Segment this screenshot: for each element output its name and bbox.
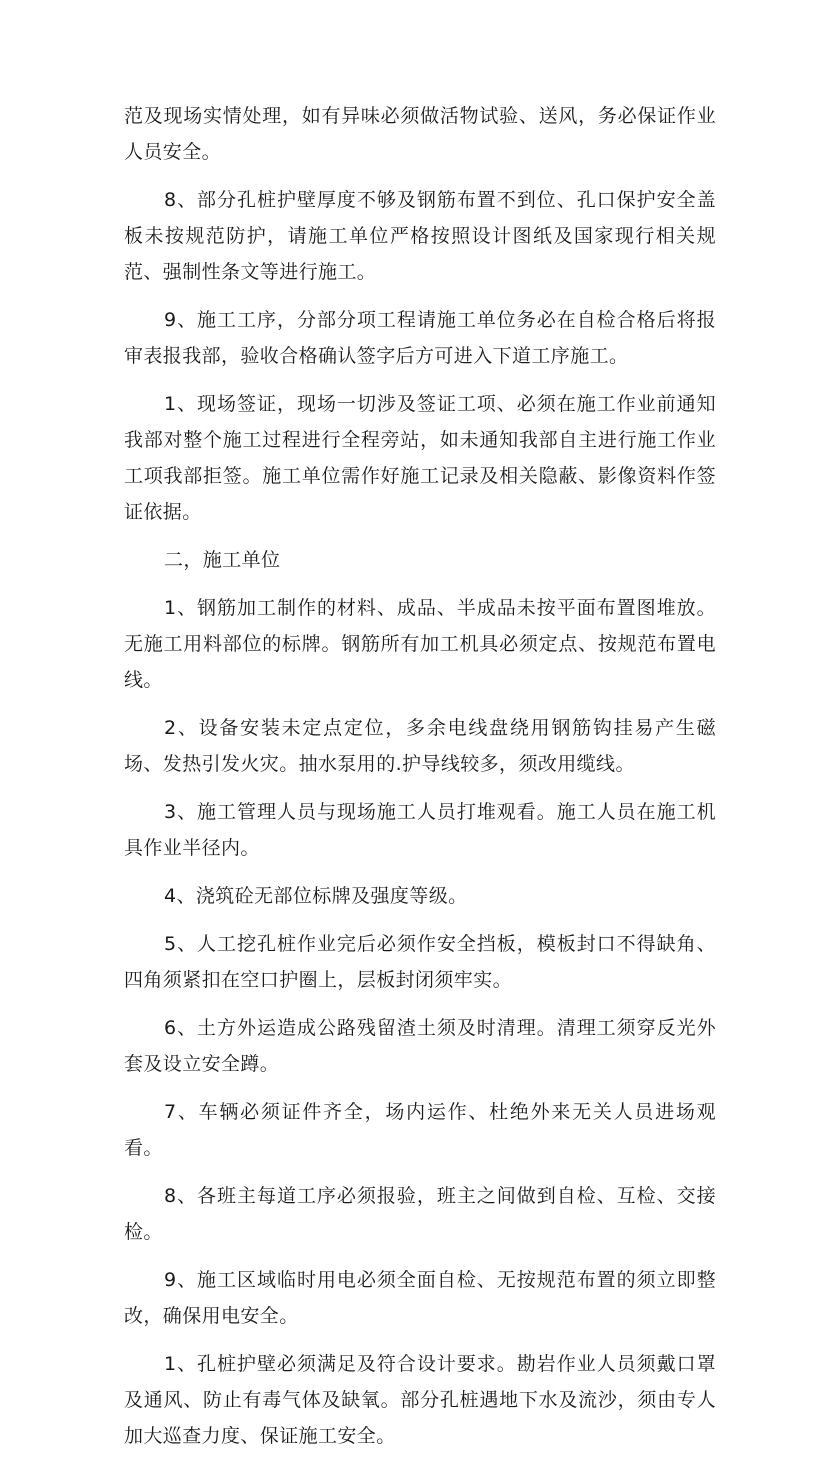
paragraph-item-1-rebar: 1、钢筋加工制作的材料、成品、半成品未按平面布置图堆放。无施工用料部位的标牌。钢筋所有加工机具必须定点、按规范布置电线。: [124, 597, 716, 691]
paragraph-item-7-vehicles: 7、车辆必须证件齐全，场内运作、杜绝外来无关人员进场观看。: [124, 1101, 716, 1159]
paragraph-item-8-inspection: 8、各班主每道工序必须报验，班主之间做到自检、互检、交接检。: [124, 1185, 716, 1243]
paragraph-item-3-personnel: 3、施工管理人员与现场施工人员打堆观看。施工人员在施工机具作业半径内。: [124, 801, 716, 859]
paragraph-item-8-protection: 8、部分孔桩护壁厚度不够及钢筋布置不到位、孔口保护安全盖板未按规范防护，请施工单位严格按照设计图纸及国家现行相关规范、强制性条文等进行施工。: [124, 189, 716, 283]
paragraph-item-5-pile: 5、人工挖孔桩作业完后必须作安全挡板，模板封口不得缺角、四角须紧扣在空口护圈上，层板封闭须牢实。: [124, 933, 716, 991]
paragraph-continuation: 范及现场实情处理，如有异味必须做活物试验、送风，务必保证作业人员安全。: [124, 105, 716, 163]
section-heading: 二，施工单位: [164, 549, 281, 571]
paragraph-item-4-concrete: 4、浇筑砼无部位标牌及强度等级。: [164, 885, 468, 907]
paragraph-item-9-procedure: 9、施工工序，分部分项工程请施工单位务必在自检合格后将报审表报我部，验收合格确认签字后方可进入下道工序施工。: [124, 309, 716, 367]
paragraph-item-1-site-visa: 1、现场签证，现场一切涉及签证工项、必须在施工作业前通知我部对整个施工过程进行全程旁站，如未通知我部自主进行施工作业工项我部拒签。施工单位需作好施工记录及相关隐蔽、影像资料作签证依据。: [124, 393, 716, 523]
paragraph-item-1-pile-wall: 1、孔桩护壁必须满足及符合设计要求。勘岩作业人员须戴口罩及通风、防止有毒气体及缺氧。部分孔桩遇地下水及流沙，须由专人加大巡查力度、保证施工安全。: [124, 1353, 716, 1447]
paragraph-item-2-equipment: 2、设备安装未定点定位，多余电线盘绕用钢筋钩挂易产生磁场、发热引发火灾。抽水泵用的.护导线较多，须改用缆线。: [124, 717, 716, 775]
document-body: [124, 98, 716, 1466]
paragraph-item-9-electricity: 9、施工区域临时用电必须全面自检、无按规范布置的须立即整改，确保用电安全。: [124, 1269, 716, 1327]
paragraph-item-6-earthwork: 6、土方外运造成公路残留渣土须及时清理。清理工须穿反光外套及设立安全蹲。: [124, 1017, 716, 1075]
